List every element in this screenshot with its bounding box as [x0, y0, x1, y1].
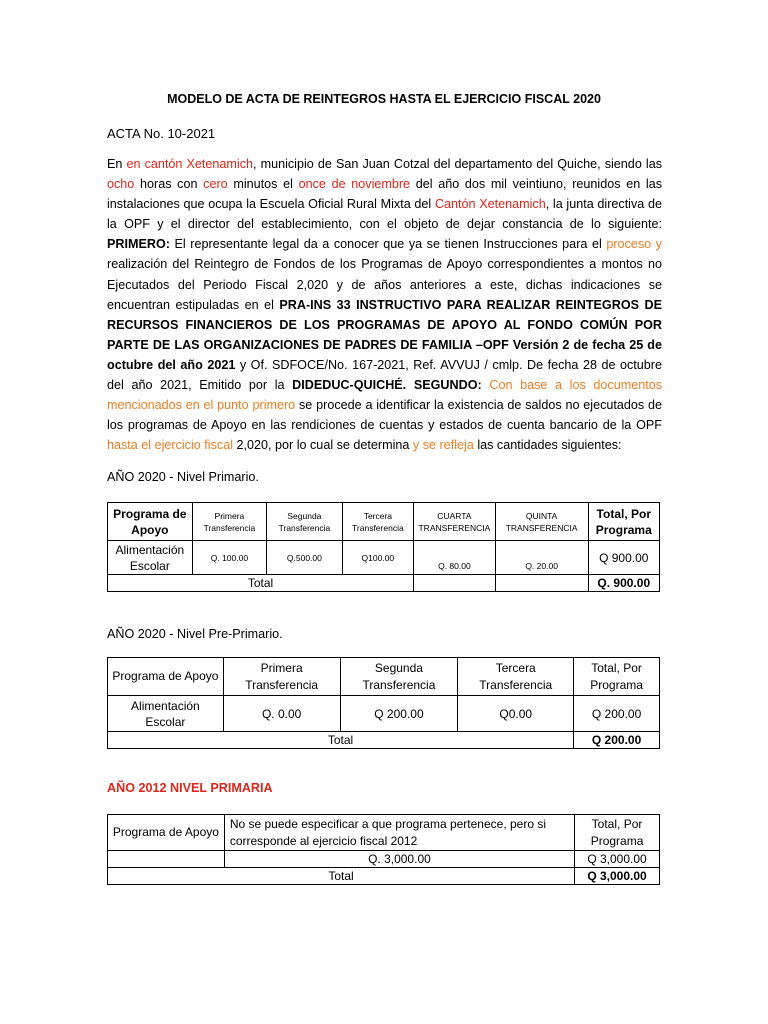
- table-cell: Q. 3,000.00: [224, 851, 574, 868]
- para-highlight-orange: Con base a los documentos mencionados en el punto primero: [107, 378, 663, 413]
- table-cell-empty: [414, 575, 496, 592]
- para-text: 2,020, por lo cual se determina: [233, 438, 413, 453]
- para-highlight-red: Cantón Xetenamich: [434, 197, 546, 212]
- total-label: Total: [108, 868, 575, 885]
- acta-body-paragraph: [107, 154, 662, 455]
- header-cell: Segunda Transferencia: [340, 658, 458, 696]
- para-text: realización del Reintegro de Fondos de los Programas de Apoyo correspondientes a montos no Ejecutados del Periodo Fiscal 2,020 y de años anteriores a este, dichas indicaciones se encuentran estipuladas en el: [107, 257, 662, 312]
- para-text: , la junta directiva de la OPF y el director del establecimiento, con el objeto de dejar constancia de lo siguiente:: [107, 197, 662, 232]
- table-cell: Q100.00: [342, 541, 413, 575]
- table-2012-primaria: [107, 814, 660, 885]
- document-title: MODELO DE ACTA DE REINTEGROS HASTA EL EJERCICIO FISCAL 2020: [167, 92, 601, 106]
- table-cell: Alimentación Escolar: [108, 541, 193, 575]
- total-value: Q 200.00: [574, 732, 660, 749]
- table-cell: Q0.00: [458, 696, 574, 732]
- para-bold: PRIMERO:: [107, 237, 170, 252]
- table-row: [108, 541, 660, 575]
- para-text: minutos el: [227, 177, 299, 192]
- table-cell: Q 900.00: [588, 541, 659, 575]
- table-cell-empty: [108, 851, 225, 868]
- header-cell: Total, Por Programa: [575, 815, 660, 851]
- header-cell: Tercera Transferencia: [342, 503, 413, 541]
- header-cell: Programa de Apoyo: [108, 658, 224, 696]
- para-highlight-red: en cantón Xetenamich: [126, 157, 253, 171]
- total-label: Total: [108, 575, 414, 592]
- header-cell: Total, Por Programa: [588, 503, 659, 541]
- table-cell: Alimentación Escolar: [108, 696, 224, 732]
- table-cell: Q. 80.00: [414, 541, 496, 575]
- para-highlight-red: ocho: [107, 177, 135, 192]
- header-cell: Segunda Transferencia: [267, 503, 343, 541]
- section-heading-2020-primario: AÑO 2020 - Nivel Primario.: [107, 470, 259, 484]
- table-cell-empty: [495, 575, 588, 592]
- table-cell: Q 3,000.00: [575, 851, 660, 868]
- para-text: del año dos mil veintiuno, reunidos en las instalaciones que ocupa la Escuela Oficial Rural Mixta del: [107, 177, 662, 212]
- total-value: Q 3,000.00: [575, 868, 660, 885]
- table-cell: Q 200.00: [574, 696, 660, 732]
- para-highlight-red: once de noviembre: [298, 177, 411, 192]
- para-highlight-red: cero: [203, 177, 228, 192]
- table-row: [108, 851, 660, 868]
- table-header-row: [108, 815, 660, 851]
- para-text: y Of. SDFOCE/No. 167-2021, Ref. AVVUJ / cmlp. De fecha 28 de octubre del año 2021, Emitido por la: [107, 357, 663, 393]
- para-highlight-orange: hasta el ejercicio fiscal: [107, 438, 233, 453]
- header-cell: Tercera Transferencia: [458, 658, 574, 696]
- para-bold: PRA-INS 33 INSTRUCTIVO PARA REALIZAR REINTEGROS DE RECURSOS FINANCIEROS DE LOS PROGRAMAS DE APOYO AL FONDO COMÚN POR PARTE DE LAS ORGANIZACIONES DE PADRES DE FAMILIA –OPF Versión 2 de fecha 25 de octubre del año 2021: [107, 297, 662, 372]
- para-bold: DIDEDUC-QUICHÉ. SEGUNDO:: [292, 378, 482, 393]
- section-heading-2012-primaria: AÑO 2012 NIVEL PRIMARIA: [107, 781, 273, 795]
- table-total-row: [108, 732, 660, 749]
- para-text: El representante legal da a conocer que ya se tienen Instrucciones para el: [169, 237, 607, 252]
- total-label: Total: [108, 732, 574, 749]
- table-total-row: [108, 868, 660, 885]
- header-cell: Total, Por Programa: [574, 658, 660, 696]
- table-cell: Q 200.00: [340, 696, 458, 732]
- table-header-row: [108, 503, 660, 541]
- header-cell: Programa de Apoyo: [108, 815, 225, 851]
- header-cell: Primera Transferencia: [223, 658, 340, 696]
- table-header-row: [108, 658, 660, 696]
- section-heading-2020-preprimario: AÑO 2020 - Nivel Pre-Primario.: [107, 627, 283, 641]
- header-cell: Primera Transferencia: [192, 503, 266, 541]
- header-cell: Programa de Apoyo: [108, 503, 193, 541]
- table-total-row: [108, 575, 660, 592]
- table-cell: Q.500.00: [267, 541, 343, 575]
- total-value: Q. 900.00: [588, 575, 659, 592]
- table-2020-preprimario: [107, 657, 660, 749]
- para-text: horas con: [134, 177, 204, 192]
- table-row: [108, 696, 660, 732]
- para-text: En: [107, 157, 127, 171]
- table-2020-primario: [107, 502, 660, 592]
- table-cell: Q. 0.00: [223, 696, 340, 732]
- header-cell: CUARTA TRANSFERENCIA: [414, 503, 496, 541]
- table-cell: Q. 100.00: [192, 541, 266, 575]
- para-text: las cantidades siguientes:: [473, 438, 622, 453]
- header-cell: No se puede especificar a que programa pertenece, pero si corresponde al ejercicio fiscal 2012: [224, 815, 574, 851]
- header-cell: QUINTA TRANSFERENCIA: [495, 503, 588, 541]
- acta-number: ACTA No. 10-2021: [107, 126, 216, 141]
- para-highlight-orange: proceso y: [606, 237, 662, 252]
- table-cell: Q. 20.00: [495, 541, 588, 575]
- para-text: se procede a identificar la existencia de saldos no ejecutados de los programas de Apoyo en las rendiciones de cuentas y estados de cuenta bancario de la OPF: [107, 398, 662, 433]
- para-text: , municipio de San Juan Cotzal del departamento del Quiche, siendo las: [253, 157, 663, 171]
- para-highlight-orange: y se refleja: [412, 438, 474, 453]
